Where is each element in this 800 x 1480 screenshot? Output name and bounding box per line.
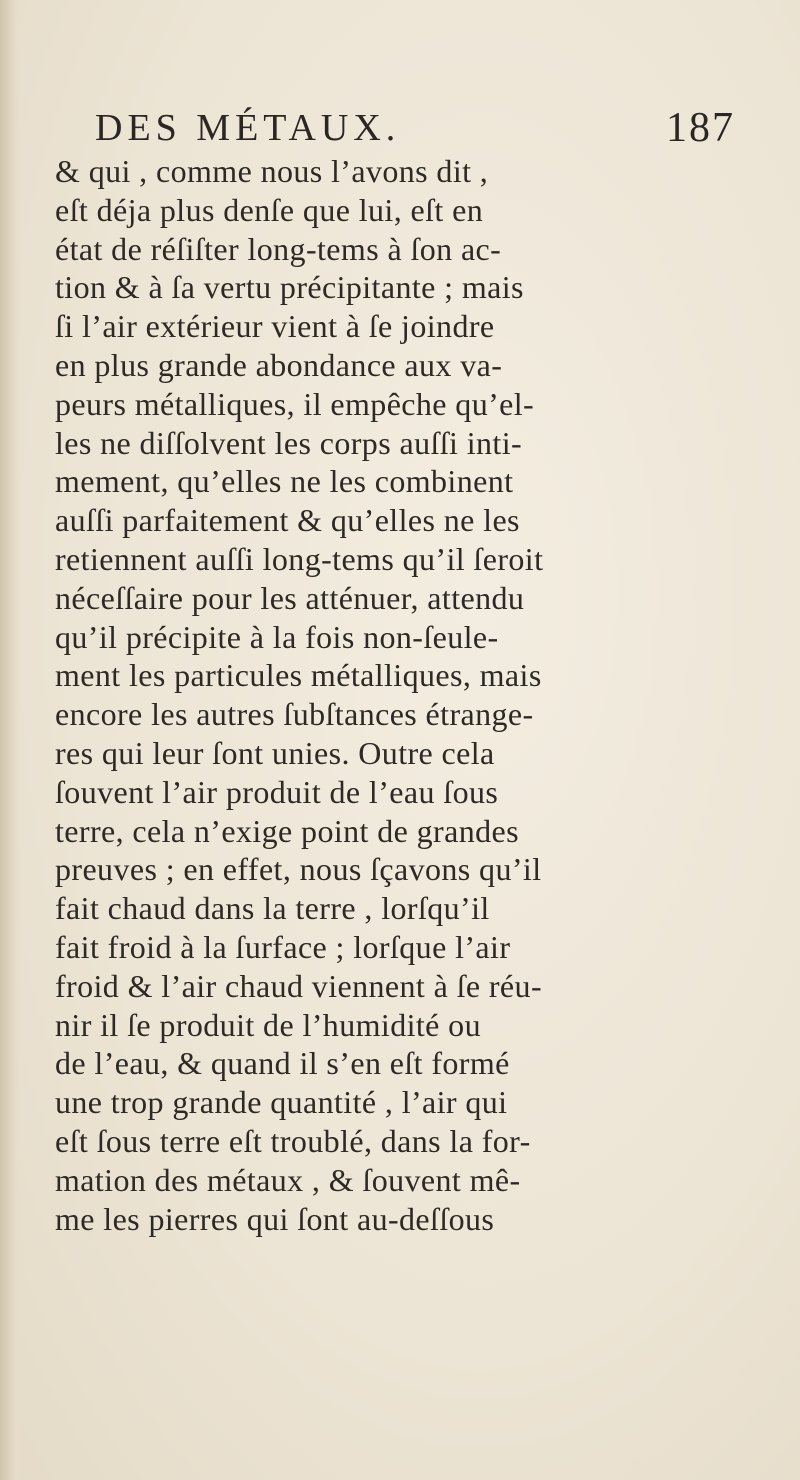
text-line: peurs métalliques, il empêche qu’el- — [55, 385, 535, 422]
text-line: mation des métaux , & ſouvent mê- — [55, 1161, 521, 1198]
text-line: ſouvent l’air produit de l’eau ſous — [55, 773, 499, 810]
text-line: en plus grande abondance aux va- — [55, 346, 503, 383]
text-line: de l’eau, & quand il s’en eſt formé — [55, 1045, 510, 1082]
text-line: fait chaud dans la terre , lorſqu’il — [55, 890, 490, 927]
text-line: état de réſiſter long-tems à ſon ac- — [55, 230, 502, 267]
text-line: res qui leur ſont unies. Outre cela — [55, 734, 495, 771]
text-line: ſi l’air extérieur vient à ſe joindre — [55, 308, 495, 345]
text-line: retiennent auſſi long-tems qu’il ſeroit — [55, 540, 544, 577]
page-header — [95, 100, 735, 150]
text-line: tion & à ſa vertu précipitante ; mais — [55, 269, 524, 306]
text-line: néceſſaire pour les atténuer, attendu — [55, 579, 525, 616]
page-number: 187 — [666, 105, 735, 151]
text-line: une trop grande quantité , l’air qui — [55, 1084, 508, 1121]
text-line: terre, cela n’exige point de grandes — [55, 812, 519, 849]
text-line: & qui , comme nous l’avons dit , — [55, 153, 489, 189]
text-line: mement, qu’elles ne les combinent — [55, 463, 514, 500]
text-line: les ne diſſolvent les corps auſſi inti- — [55, 424, 523, 461]
text-line: ment les particules métalliques, mais — [55, 657, 542, 694]
text-line: froid & l’air chaud viennent à ſe réu- — [55, 967, 542, 1004]
text-line: me les pierres qui ſont au-deſſous — [55, 1200, 495, 1237]
text-line: preuves ; en effet, nous ſçavons qu’il — [55, 851, 542, 888]
body-text — [55, 152, 775, 1238]
text-line: nir il ſe produit de l’humidité ou — [55, 1006, 481, 1043]
running-title: DES MÉTAUX. — [95, 107, 401, 149]
text-line: eſt déja plus denſe que lui, eſt en — [55, 191, 484, 228]
text-line: qu’il précipite à la fois non-ſeule- — [55, 618, 499, 655]
text-line: encore les autres ſubſtances étrange- — [55, 696, 534, 733]
text-line: auſſi parfaitement & qu’elles ne les — [55, 502, 520, 539]
text-line: eſt ſous terre eſt troublé, dans la for- — [55, 1122, 531, 1159]
text-line: fait froid à la ſurface ; lorſque l’air — [55, 928, 511, 965]
page-gutter — [0, 0, 22, 1480]
